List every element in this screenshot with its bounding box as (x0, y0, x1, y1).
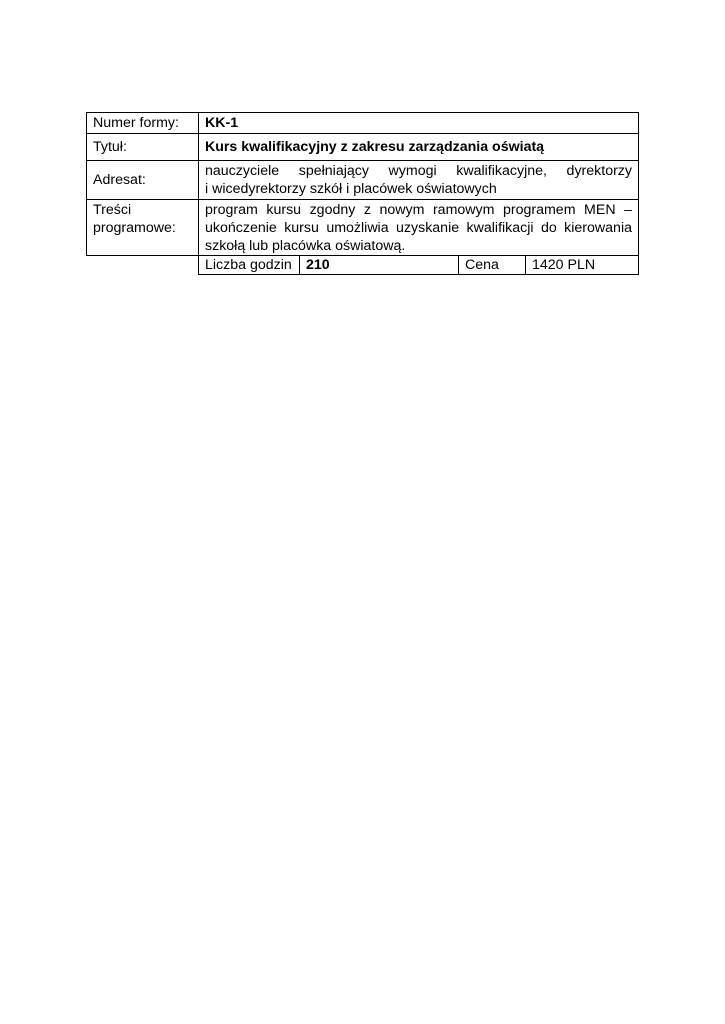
form-number-row (87, 113, 639, 134)
addressee-value (199, 161, 639, 200)
summary-row (87, 256, 639, 275)
program-content-label: Treści programowe: (87, 200, 199, 256)
hours-value: 210 (300, 256, 459, 274)
form-number-value: KK-1 (199, 113, 639, 134)
price-value: 1420 PLN (526, 256, 639, 274)
addressee-label: Adresat: (87, 161, 199, 200)
addressee-row (87, 161, 639, 200)
title-value: Kurs kwalifikacyjny z zakresu zarządzania oświatą (199, 134, 639, 161)
empty-corner-cell (87, 256, 199, 275)
price-label: Cena (459, 256, 526, 274)
summary-table (199, 256, 638, 274)
addressee-line-1: nauczyciele spełniający wymogi kwalifikacyjne, dyrektorzy (205, 163, 632, 179)
course-form-table (86, 112, 639, 275)
program-content-row (87, 200, 639, 256)
title-row (87, 134, 639, 161)
form-number-label: Numer formy: (87, 113, 199, 134)
hours-label: Liczba godzin (205, 257, 292, 273)
summary-cell (199, 256, 639, 275)
program-content-value: program kursu zgodny z nowym ramowym programem MEN – ukończenie kursu umożliwia uzyskanie kwalifikacji do kierowania szkołą lub placówka oświatową. (199, 200, 639, 256)
addressee-line-2: i wicedyrektorzy szkół i placówek oświatowych (205, 181, 497, 197)
title-label: Tytuł: (87, 134, 199, 161)
